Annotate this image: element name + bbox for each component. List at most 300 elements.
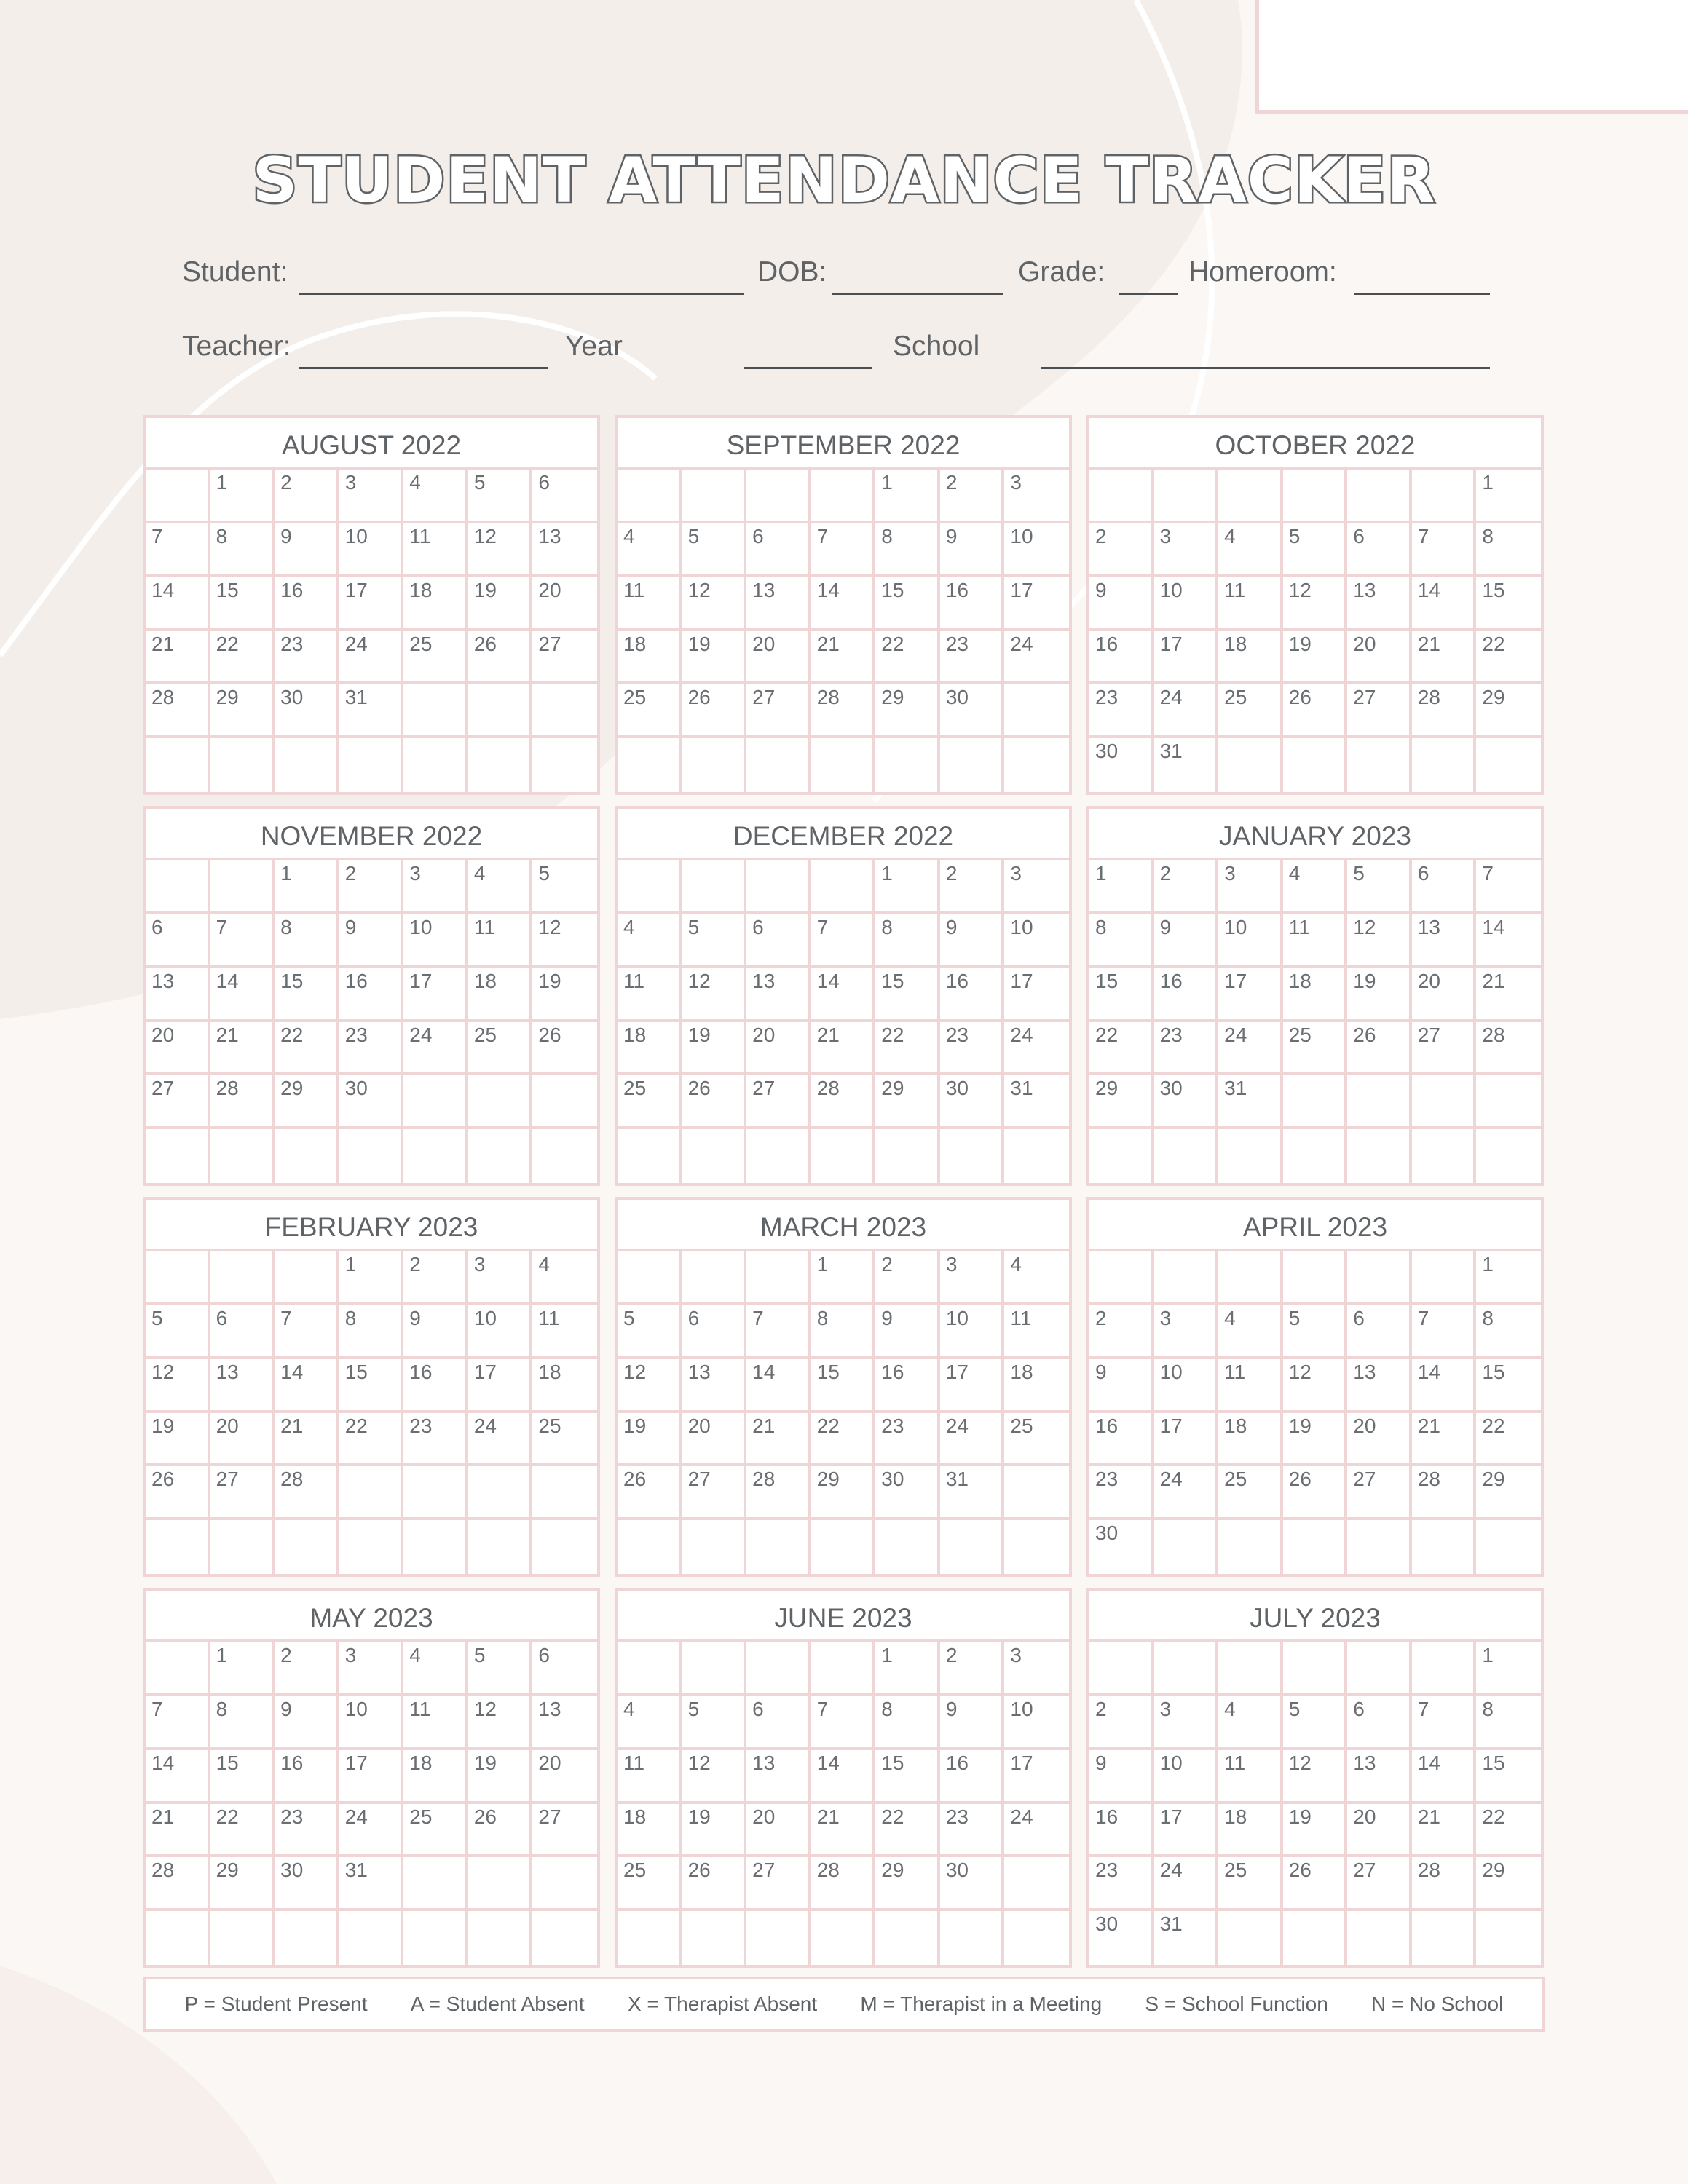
day-cell[interactable] — [875, 1129, 940, 1183]
day-cell[interactable]: 28 — [1412, 1466, 1477, 1520]
day-cell[interactable] — [1218, 1520, 1283, 1574]
day-cell[interactable]: 17 — [1004, 1750, 1069, 1804]
day-cell[interactable] — [618, 1911, 682, 1965]
day-cell[interactable]: 1 — [875, 860, 940, 914]
day-cell[interactable]: 13 — [532, 1696, 597, 1750]
day-cell[interactable]: 21 — [210, 1022, 275, 1076]
day-cell[interactable]: 14 — [1412, 1750, 1477, 1804]
day-cell[interactable]: 9 — [1089, 1359, 1154, 1413]
day-cell[interactable] — [1218, 470, 1283, 523]
day-cell[interactable]: 12 — [1283, 1750, 1348, 1804]
day-cell[interactable]: 28 — [811, 1857, 876, 1911]
day-cell[interactable]: 1 — [875, 1642, 940, 1696]
day-cell[interactable]: 26 — [1283, 1466, 1348, 1520]
day-cell[interactable]: 5 — [1283, 1305, 1348, 1359]
day-cell[interactable]: 25 — [618, 684, 682, 738]
day-cell[interactable]: 11 — [1218, 1359, 1283, 1413]
day-cell[interactable]: 12 — [468, 1696, 533, 1750]
day-cell[interactable]: 16 — [940, 1750, 1005, 1804]
day-cell[interactable]: 5 — [682, 523, 747, 577]
day-cell[interactable] — [1347, 1251, 1412, 1305]
day-cell[interactable] — [532, 684, 597, 738]
day-cell[interactable]: 13 — [682, 1359, 747, 1413]
day-cell[interactable] — [468, 1857, 533, 1911]
day-cell[interactable] — [403, 738, 468, 792]
day-cell[interactable]: 26 — [618, 1466, 682, 1520]
day-cell[interactable]: 11 — [1218, 577, 1283, 631]
day-cell[interactable] — [1218, 1129, 1283, 1183]
day-cell[interactable]: 23 — [275, 1804, 339, 1858]
day-cell[interactable]: 9 — [1154, 914, 1219, 968]
day-cell[interactable]: 10 — [339, 1696, 404, 1750]
day-cell[interactable]: 14 — [811, 968, 876, 1022]
day-cell[interactable]: 22 — [1476, 1804, 1541, 1858]
day-cell[interactable]: 14 — [146, 1750, 210, 1804]
day-cell[interactable]: 25 — [1004, 1413, 1069, 1467]
day-cell[interactable]: 6 — [532, 1642, 597, 1696]
day-cell[interactable] — [1004, 1520, 1069, 1574]
day-cell[interactable]: 22 — [875, 1022, 940, 1076]
day-cell[interactable] — [532, 1466, 597, 1520]
day-cell[interactable]: 17 — [1004, 968, 1069, 1022]
day-cell[interactable] — [210, 738, 275, 792]
day-cell[interactable]: 9 — [339, 914, 404, 968]
day-cell[interactable]: 20 — [532, 577, 597, 631]
day-cell[interactable]: 21 — [811, 1022, 876, 1076]
day-cell[interactable]: 14 — [146, 577, 210, 631]
day-cell[interactable]: 7 — [746, 1305, 811, 1359]
day-cell[interactable]: 10 — [1154, 1750, 1219, 1804]
day-cell[interactable]: 15 — [210, 577, 275, 631]
day-cell[interactable] — [811, 1642, 876, 1696]
day-cell[interactable]: 2 — [940, 470, 1005, 523]
day-cell[interactable] — [468, 684, 533, 738]
day-cell[interactable]: 22 — [339, 1413, 404, 1467]
day-cell[interactable]: 27 — [682, 1466, 747, 1520]
day-cell[interactable]: 5 — [532, 860, 597, 914]
day-cell[interactable]: 18 — [1218, 1413, 1283, 1467]
day-cell[interactable]: 19 — [682, 1022, 747, 1076]
day-cell[interactable]: 6 — [532, 470, 597, 523]
day-cell[interactable]: 15 — [210, 1750, 275, 1804]
day-cell[interactable]: 9 — [940, 523, 1005, 577]
day-cell[interactable] — [532, 1129, 597, 1183]
day-cell[interactable] — [811, 738, 876, 792]
day-cell[interactable] — [1412, 1520, 1477, 1574]
day-cell[interactable]: 22 — [1476, 631, 1541, 685]
day-cell[interactable]: 25 — [1283, 1022, 1348, 1076]
day-cell[interactable]: 23 — [875, 1413, 940, 1467]
day-cell[interactable]: 29 — [1476, 684, 1541, 738]
day-cell[interactable]: 5 — [468, 470, 533, 523]
day-cell[interactable]: 13 — [746, 1750, 811, 1804]
year-line[interactable] — [744, 367, 872, 369]
day-cell[interactable]: 30 — [940, 1857, 1005, 1911]
day-cell[interactable]: 24 — [1154, 1466, 1219, 1520]
day-cell[interactable] — [1218, 1251, 1283, 1305]
day-cell[interactable]: 19 — [1283, 1804, 1348, 1858]
day-cell[interactable]: 15 — [339, 1359, 404, 1413]
day-cell[interactable]: 23 — [403, 1413, 468, 1467]
day-cell[interactable]: 12 — [682, 968, 747, 1022]
day-cell[interactable] — [746, 1520, 811, 1574]
day-cell[interactable]: 13 — [1347, 577, 1412, 631]
day-cell[interactable] — [1154, 1251, 1219, 1305]
day-cell[interactable] — [210, 1129, 275, 1183]
day-cell[interactable]: 18 — [1283, 968, 1348, 1022]
day-cell[interactable] — [1476, 1075, 1541, 1129]
day-cell[interactable]: 12 — [682, 1750, 747, 1804]
day-cell[interactable] — [210, 860, 275, 914]
teacher-line[interactable] — [299, 367, 548, 369]
day-cell[interactable] — [1218, 738, 1283, 792]
day-cell[interactable]: 18 — [532, 1359, 597, 1413]
day-cell[interactable] — [811, 470, 876, 523]
day-cell[interactable]: 30 — [275, 1857, 339, 1911]
day-cell[interactable]: 15 — [1089, 968, 1154, 1022]
day-cell[interactable]: 10 — [403, 914, 468, 968]
day-cell[interactable]: 6 — [210, 1305, 275, 1359]
day-cell[interactable]: 2 — [940, 860, 1005, 914]
day-cell[interactable]: 14 — [1476, 914, 1541, 968]
day-cell[interactable]: 8 — [1476, 1696, 1541, 1750]
day-cell[interactable]: 10 — [1004, 1696, 1069, 1750]
day-cell[interactable]: 2 — [1154, 860, 1219, 914]
day-cell[interactable]: 28 — [210, 1075, 275, 1129]
day-cell[interactable]: 29 — [275, 1075, 339, 1129]
day-cell[interactable] — [682, 1251, 747, 1305]
day-cell[interactable]: 20 — [1412, 968, 1477, 1022]
day-cell[interactable]: 28 — [811, 684, 876, 738]
day-cell[interactable]: 26 — [468, 1804, 533, 1858]
day-cell[interactable]: 6 — [1347, 1696, 1412, 1750]
day-cell[interactable] — [403, 1857, 468, 1911]
day-cell[interactable]: 26 — [682, 1075, 747, 1129]
day-cell[interactable]: 25 — [468, 1022, 533, 1076]
day-cell[interactable]: 11 — [1004, 1305, 1069, 1359]
day-cell[interactable]: 14 — [210, 968, 275, 1022]
day-cell[interactable]: 20 — [1347, 1804, 1412, 1858]
day-cell[interactable]: 25 — [532, 1413, 597, 1467]
day-cell[interactable]: 5 — [682, 1696, 747, 1750]
day-cell[interactable]: 17 — [403, 968, 468, 1022]
day-cell[interactable]: 27 — [210, 1466, 275, 1520]
day-cell[interactable] — [1476, 738, 1541, 792]
day-cell[interactable]: 9 — [403, 1305, 468, 1359]
day-cell[interactable]: 4 — [468, 860, 533, 914]
day-cell[interactable]: 10 — [1154, 1359, 1219, 1413]
day-cell[interactable]: 24 — [940, 1413, 1005, 1467]
day-cell[interactable]: 7 — [1476, 860, 1541, 914]
day-cell[interactable]: 27 — [532, 1804, 597, 1858]
day-cell[interactable] — [146, 1642, 210, 1696]
day-cell[interactable]: 18 — [1218, 631, 1283, 685]
day-cell[interactable]: 17 — [339, 577, 404, 631]
day-cell[interactable]: 4 — [403, 1642, 468, 1696]
day-cell[interactable]: 31 — [1154, 1911, 1219, 1965]
school-line[interactable] — [1041, 367, 1490, 369]
day-cell[interactable] — [1347, 1520, 1412, 1574]
day-cell[interactable]: 30 — [275, 684, 339, 738]
day-cell[interactable]: 29 — [1476, 1857, 1541, 1911]
day-cell[interactable]: 14 — [1412, 577, 1477, 631]
day-cell[interactable]: 21 — [1476, 968, 1541, 1022]
day-cell[interactable]: 29 — [210, 684, 275, 738]
day-cell[interactable] — [1347, 1075, 1412, 1129]
day-cell[interactable]: 16 — [275, 577, 339, 631]
day-cell[interactable] — [940, 1911, 1005, 1965]
day-cell[interactable] — [618, 1251, 682, 1305]
day-cell[interactable]: 21 — [1412, 1413, 1477, 1467]
day-cell[interactable]: 4 — [403, 470, 468, 523]
day-cell[interactable]: 24 — [1154, 684, 1219, 738]
day-cell[interactable] — [875, 1520, 940, 1574]
day-cell[interactable]: 22 — [811, 1413, 876, 1467]
day-cell[interactable]: 20 — [532, 1750, 597, 1804]
day-cell[interactable]: 2 — [1089, 523, 1154, 577]
day-cell[interactable]: 3 — [1154, 523, 1219, 577]
day-cell[interactable]: 12 — [146, 1359, 210, 1413]
day-cell[interactable] — [1154, 1642, 1219, 1696]
day-cell[interactable]: 2 — [403, 1251, 468, 1305]
day-cell[interactable]: 3 — [1218, 860, 1283, 914]
day-cell[interactable]: 11 — [403, 1696, 468, 1750]
day-cell[interactable]: 11 — [532, 1305, 597, 1359]
day-cell[interactable]: 13 — [532, 523, 597, 577]
day-cell[interactable] — [210, 1911, 275, 1965]
day-cell[interactable]: 6 — [682, 1305, 747, 1359]
day-cell[interactable]: 10 — [1154, 577, 1219, 631]
day-cell[interactable]: 7 — [811, 523, 876, 577]
day-cell[interactable] — [1089, 1642, 1154, 1696]
day-cell[interactable]: 29 — [811, 1466, 876, 1520]
day-cell[interactable]: 28 — [811, 1075, 876, 1129]
day-cell[interactable]: 9 — [275, 523, 339, 577]
day-cell[interactable] — [746, 1911, 811, 1965]
day-cell[interactable] — [1347, 1911, 1412, 1965]
day-cell[interactable]: 9 — [1089, 1750, 1154, 1804]
day-cell[interactable]: 29 — [875, 1857, 940, 1911]
day-cell[interactable]: 16 — [275, 1750, 339, 1804]
day-cell[interactable]: 2 — [1089, 1696, 1154, 1750]
day-cell[interactable] — [1154, 470, 1219, 523]
day-cell[interactable]: 13 — [746, 577, 811, 631]
day-cell[interactable]: 18 — [468, 968, 533, 1022]
day-cell[interactable]: 8 — [875, 523, 940, 577]
day-cell[interactable]: 5 — [1283, 1696, 1348, 1750]
day-cell[interactable]: 1 — [210, 1642, 275, 1696]
day-cell[interactable]: 18 — [403, 1750, 468, 1804]
day-cell[interactable]: 10 — [468, 1305, 533, 1359]
day-cell[interactable]: 16 — [875, 1359, 940, 1413]
day-cell[interactable]: 22 — [275, 1022, 339, 1076]
day-cell[interactable]: 10 — [1004, 914, 1069, 968]
day-cell[interactable]: 27 — [1347, 1466, 1412, 1520]
day-cell[interactable] — [146, 1251, 210, 1305]
day-cell[interactable] — [1004, 1129, 1069, 1183]
day-cell[interactable]: 7 — [275, 1305, 339, 1359]
day-cell[interactable] — [682, 1642, 747, 1696]
day-cell[interactable]: 19 — [468, 577, 533, 631]
day-cell[interactable]: 7 — [1412, 1696, 1477, 1750]
day-cell[interactable]: 19 — [1283, 631, 1348, 685]
day-cell[interactable]: 23 — [940, 631, 1005, 685]
day-cell[interactable] — [275, 1129, 339, 1183]
day-cell[interactable]: 17 — [468, 1359, 533, 1413]
day-cell[interactable] — [339, 1520, 404, 1574]
day-cell[interactable] — [1283, 1520, 1348, 1574]
day-cell[interactable]: 10 — [1218, 914, 1283, 968]
day-cell[interactable]: 15 — [875, 1750, 940, 1804]
day-cell[interactable]: 17 — [1154, 1804, 1219, 1858]
day-cell[interactable] — [403, 1911, 468, 1965]
day-cell[interactable]: 12 — [1283, 1359, 1348, 1413]
day-cell[interactable]: 18 — [1004, 1359, 1069, 1413]
day-cell[interactable]: 5 — [1283, 523, 1348, 577]
day-cell[interactable]: 18 — [618, 631, 682, 685]
day-cell[interactable]: 1 — [1476, 1642, 1541, 1696]
day-cell[interactable] — [1283, 470, 1348, 523]
day-cell[interactable] — [682, 1911, 747, 1965]
day-cell[interactable] — [1283, 1129, 1348, 1183]
day-cell[interactable]: 15 — [875, 577, 940, 631]
day-cell[interactable]: 4 — [618, 1696, 682, 1750]
day-cell[interactable] — [1004, 1466, 1069, 1520]
day-cell[interactable]: 30 — [1089, 738, 1154, 792]
day-cell[interactable] — [940, 1520, 1005, 1574]
day-cell[interactable]: 2 — [1089, 1305, 1154, 1359]
day-cell[interactable] — [875, 738, 940, 792]
day-cell[interactable]: 22 — [1089, 1022, 1154, 1076]
day-cell[interactable]: 6 — [746, 523, 811, 577]
day-cell[interactable] — [1347, 1129, 1412, 1183]
day-cell[interactable]: 7 — [811, 1696, 876, 1750]
day-cell[interactable]: 30 — [1089, 1520, 1154, 1574]
day-cell[interactable]: 16 — [1089, 631, 1154, 685]
day-cell[interactable]: 29 — [875, 1075, 940, 1129]
day-cell[interactable]: 4 — [618, 523, 682, 577]
day-cell[interactable]: 30 — [875, 1466, 940, 1520]
day-cell[interactable]: 9 — [1089, 577, 1154, 631]
day-cell[interactable]: 28 — [1412, 684, 1477, 738]
day-cell[interactable]: 7 — [146, 523, 210, 577]
day-cell[interactable] — [275, 1251, 339, 1305]
day-cell[interactable]: 5 — [1347, 860, 1412, 914]
day-cell[interactable]: 23 — [1089, 1466, 1154, 1520]
day-cell[interactable] — [618, 1129, 682, 1183]
day-cell[interactable]: 4 — [1283, 860, 1348, 914]
day-cell[interactable] — [146, 738, 210, 792]
day-cell[interactable]: 13 — [1347, 1359, 1412, 1413]
day-cell[interactable]: 3 — [339, 1642, 404, 1696]
day-cell[interactable]: 8 — [1476, 1305, 1541, 1359]
day-cell[interactable]: 11 — [1218, 1750, 1283, 1804]
day-cell[interactable]: 1 — [1089, 860, 1154, 914]
day-cell[interactable]: 6 — [746, 914, 811, 968]
day-cell[interactable]: 5 — [618, 1305, 682, 1359]
day-cell[interactable] — [1476, 1911, 1541, 1965]
day-cell[interactable] — [811, 1911, 876, 1965]
day-cell[interactable] — [275, 1520, 339, 1574]
day-cell[interactable]: 27 — [746, 1857, 811, 1911]
day-cell[interactable]: 8 — [875, 914, 940, 968]
day-cell[interactable] — [146, 1129, 210, 1183]
day-cell[interactable]: 11 — [618, 1750, 682, 1804]
day-cell[interactable]: 22 — [1476, 1413, 1541, 1467]
day-cell[interactable] — [618, 470, 682, 523]
day-cell[interactable] — [746, 1642, 811, 1696]
day-cell[interactable] — [1347, 470, 1412, 523]
day-cell[interactable]: 3 — [1004, 860, 1069, 914]
day-cell[interactable]: 29 — [210, 1857, 275, 1911]
day-cell[interactable]: 2 — [275, 470, 339, 523]
day-cell[interactable] — [1004, 1857, 1069, 1911]
day-cell[interactable] — [618, 860, 682, 914]
day-cell[interactable]: 24 — [1004, 631, 1069, 685]
day-cell[interactable] — [1283, 1642, 1348, 1696]
day-cell[interactable]: 24 — [403, 1022, 468, 1076]
day-cell[interactable]: 4 — [1218, 1696, 1283, 1750]
day-cell[interactable] — [1283, 738, 1348, 792]
day-cell[interactable]: 27 — [746, 1075, 811, 1129]
day-cell[interactable]: 3 — [403, 860, 468, 914]
day-cell[interactable]: 15 — [1476, 577, 1541, 631]
day-cell[interactable]: 23 — [940, 1022, 1005, 1076]
day-cell[interactable]: 21 — [1412, 631, 1477, 685]
day-cell[interactable] — [275, 1911, 339, 1965]
day-cell[interactable] — [403, 1520, 468, 1574]
day-cell[interactable]: 24 — [1154, 1857, 1219, 1911]
day-cell[interactable]: 11 — [618, 968, 682, 1022]
day-cell[interactable] — [682, 470, 747, 523]
day-cell[interactable]: 2 — [940, 1642, 1005, 1696]
day-cell[interactable]: 13 — [210, 1359, 275, 1413]
day-cell[interactable]: 4 — [1218, 523, 1283, 577]
day-cell[interactable]: 1 — [875, 470, 940, 523]
day-cell[interactable]: 23 — [275, 631, 339, 685]
day-cell[interactable]: 20 — [146, 1022, 210, 1076]
day-cell[interactable] — [339, 738, 404, 792]
day-cell[interactable]: 22 — [875, 1804, 940, 1858]
day-cell[interactable]: 17 — [1004, 577, 1069, 631]
day-cell[interactable]: 1 — [1476, 1251, 1541, 1305]
day-cell[interactable]: 31 — [339, 1857, 404, 1911]
day-cell[interactable] — [468, 1466, 533, 1520]
day-cell[interactable] — [746, 1129, 811, 1183]
day-cell[interactable]: 25 — [618, 1857, 682, 1911]
day-cell[interactable] — [811, 860, 876, 914]
day-cell[interactable] — [1089, 1251, 1154, 1305]
day-cell[interactable] — [746, 738, 811, 792]
day-cell[interactable]: 30 — [940, 684, 1005, 738]
grade-line[interactable] — [1119, 293, 1178, 295]
day-cell[interactable]: 24 — [339, 631, 404, 685]
day-cell[interactable] — [811, 1520, 876, 1574]
day-cell[interactable]: 7 — [811, 914, 876, 968]
day-cell[interactable]: 4 — [618, 914, 682, 968]
day-cell[interactable]: 23 — [1089, 1857, 1154, 1911]
day-cell[interactable]: 15 — [1476, 1750, 1541, 1804]
day-cell[interactable] — [1004, 684, 1069, 738]
day-cell[interactable]: 11 — [468, 914, 533, 968]
day-cell[interactable]: 25 — [1218, 1466, 1283, 1520]
day-cell[interactable]: 3 — [1154, 1696, 1219, 1750]
day-cell[interactable]: 24 — [1004, 1804, 1069, 1858]
day-cell[interactable]: 19 — [532, 968, 597, 1022]
day-cell[interactable]: 30 — [940, 1075, 1005, 1129]
day-cell[interactable] — [210, 1520, 275, 1574]
day-cell[interactable]: 12 — [468, 523, 533, 577]
